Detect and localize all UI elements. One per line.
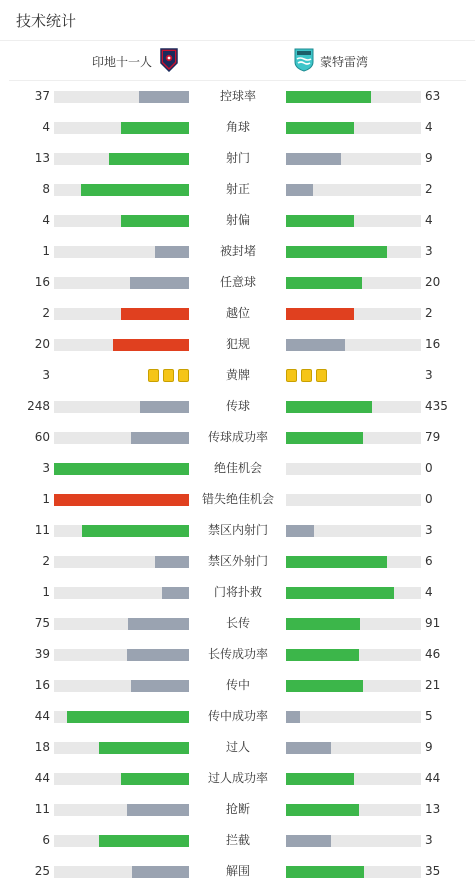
away-value: 9: [425, 740, 433, 754]
away-bar-track: [286, 618, 421, 630]
away-value: 4: [425, 585, 433, 599]
yellow-card-icon: [148, 369, 159, 382]
away-bar-track: [286, 835, 421, 847]
yellow-card-icon: [163, 369, 174, 382]
stat-label: 过人成功率: [207, 771, 268, 785]
home-bar: [127, 804, 189, 816]
away-bar: [286, 556, 387, 568]
away-bar-track: [286, 680, 421, 692]
home-team-name: 印地十一人: [91, 54, 152, 69]
home-bar-track: [54, 494, 189, 506]
away-team-name: 蒙特雷湾: [320, 54, 369, 69]
home-bar-track: [54, 711, 189, 723]
stat-row: [0, 112, 475, 143]
away-bar: [286, 711, 300, 723]
home-bar-track: [54, 308, 189, 320]
away-bar: [286, 525, 314, 537]
home-bar: [131, 680, 189, 692]
home-bar-track: [54, 525, 189, 537]
away-bar-track: [286, 587, 421, 599]
stat-row: [0, 484, 475, 515]
stat-row: [0, 732, 475, 763]
stat-label: 错失绝佳机会: [201, 492, 274, 506]
stat-row: [0, 515, 475, 546]
home-bar: [127, 649, 189, 661]
away-bar-track: [286, 184, 421, 196]
stat-label: 任意球: [219, 275, 256, 289]
away-bar: [286, 835, 331, 847]
home-value: 39: [34, 647, 50, 661]
home-bar-track: [54, 835, 189, 847]
stat-row: [0, 236, 475, 267]
away-value: 63: [425, 89, 441, 103]
stat-label: 禁区内射门: [207, 523, 268, 537]
away-bar: [286, 742, 331, 754]
away-bar-track: [286, 742, 421, 754]
home-value: 18: [34, 740, 50, 754]
home-value: 16: [34, 275, 50, 289]
stat-label: 传中: [225, 678, 250, 692]
stat-row: [0, 546, 475, 577]
stat-row: [0, 856, 475, 887]
home-bar: [109, 153, 189, 165]
away-value: 35: [425, 864, 441, 878]
home-bar: [82, 525, 189, 537]
stat-label: 绝佳机会: [213, 461, 262, 475]
home-bar-track: [54, 680, 189, 692]
away-value: 21: [425, 678, 441, 692]
home-value: 6: [42, 833, 50, 847]
home-bar-track: [54, 153, 189, 165]
away-bar-track: [286, 494, 421, 506]
home-bar: [155, 246, 189, 258]
stat-label: 解围: [225, 864, 250, 878]
home-team-crest-icon: [160, 48, 178, 75]
away-bar-track: [286, 866, 421, 878]
home-bar: [121, 308, 189, 320]
home-bar: [54, 494, 189, 506]
away-bar: [286, 432, 363, 444]
home-bar-track: [54, 432, 189, 444]
home-bar: [162, 587, 189, 599]
home-value: 37: [34, 89, 50, 103]
stat-label: 控球率: [219, 89, 256, 103]
home-bar: [99, 742, 189, 754]
stat-row: [0, 639, 475, 670]
away-bar: [286, 649, 359, 661]
stat-row: [0, 143, 475, 174]
away-bar-track: [286, 246, 421, 258]
home-bar: [81, 184, 189, 196]
stat-label: 传球: [225, 399, 250, 413]
away-value: 3: [425, 244, 433, 258]
stat-row: [0, 329, 475, 360]
home-value: 44: [34, 771, 50, 785]
home-value: 1: [42, 244, 50, 258]
away-team[interactable]: [294, 41, 368, 81]
yellow-card-icon: [178, 369, 189, 382]
away-value: 6: [425, 554, 433, 568]
home-value: 75: [34, 616, 50, 630]
stats-header: [0, 0, 475, 41]
home-value: 4: [42, 120, 50, 134]
home-bar: [54, 463, 189, 475]
away-bar: [286, 246, 387, 258]
away-bar-track: [286, 649, 421, 661]
away-value: 435: [425, 399, 448, 413]
home-bar-track: [54, 587, 189, 599]
away-value: 20: [425, 275, 441, 289]
yellow-card-icon: [301, 369, 312, 382]
stat-label: 拦截: [225, 833, 250, 847]
home-value: 13: [34, 151, 50, 165]
away-value: 5: [425, 709, 433, 723]
stat-row: [0, 298, 475, 329]
away-bar: [286, 680, 363, 692]
away-bar: [286, 277, 362, 289]
home-bar-track: [54, 742, 189, 754]
away-bar: [286, 215, 354, 227]
home-bar-track: [54, 277, 189, 289]
home-bar: [113, 339, 189, 351]
home-bar-track: [54, 618, 189, 630]
stat-row: [0, 174, 475, 205]
away-bar: [286, 91, 371, 103]
away-value: 2: [425, 182, 433, 196]
away-value: 4: [425, 120, 433, 134]
away-bar: [286, 401, 372, 413]
stat-label: 射门: [225, 151, 250, 165]
away-bar-track: [286, 773, 421, 785]
away-value: 13: [425, 802, 441, 816]
stat-row: [0, 794, 475, 825]
stat-row: [0, 608, 475, 639]
home-bar-track: [54, 184, 189, 196]
stat-row: [0, 422, 475, 453]
home-bar: [121, 122, 189, 134]
away-bar-track: [286, 711, 421, 723]
stat-row: [0, 81, 475, 112]
stat-label: 抢断: [225, 802, 250, 816]
away-bar-track: [286, 91, 421, 103]
away-bar: [286, 866, 364, 878]
away-value: 2: [425, 306, 433, 320]
home-bar: [67, 711, 189, 723]
home-value: 44: [34, 709, 50, 723]
away-yellow-cards: [286, 369, 327, 382]
home-bar: [139, 91, 189, 103]
home-bar: [121, 215, 189, 227]
home-value: 2: [42, 306, 50, 320]
home-bar-track: [54, 463, 189, 475]
home-bar-track: [54, 866, 189, 878]
away-bar-track: [286, 308, 421, 320]
home-bar: [128, 618, 189, 630]
away-bar-track: [286, 401, 421, 413]
away-bar: [286, 773, 354, 785]
home-bar: [131, 432, 189, 444]
away-bar-track: [286, 525, 421, 537]
stat-row: [0, 391, 475, 422]
home-bar: [121, 773, 189, 785]
away-bar: [286, 122, 354, 134]
away-value: 44: [425, 771, 441, 785]
stat-label: 传球成功率: [207, 430, 268, 444]
away-value: 91: [425, 616, 441, 630]
home-bar: [140, 401, 189, 413]
away-bar-track: [286, 804, 421, 816]
stat-label: 禁区外射门: [207, 554, 268, 568]
stat-label: 黄牌: [225, 368, 250, 382]
away-bar: [286, 153, 341, 165]
home-value: 3: [42, 368, 50, 382]
stat-label: 射正: [225, 182, 250, 196]
stat-label: 门将扑救: [213, 585, 262, 599]
away-value: 16: [425, 337, 441, 351]
stat-row: [0, 205, 475, 236]
away-bar-track: [286, 339, 421, 351]
stat-row: [0, 577, 475, 608]
home-bar-track: [54, 556, 189, 568]
home-bar-track: [54, 649, 189, 661]
home-value: 248: [27, 399, 50, 413]
away-value: 3: [425, 523, 433, 537]
away-bar-track: [286, 122, 421, 134]
stat-row: [0, 763, 475, 794]
home-bar-track: [54, 339, 189, 351]
yellow-card-icon: [316, 369, 327, 382]
page-title: 技术统计: [16, 11, 77, 30]
stat-row: [0, 825, 475, 856]
home-value: 11: [34, 523, 50, 537]
home-bar: [99, 835, 189, 847]
away-value: 0: [425, 492, 433, 506]
stat-label: 角球: [225, 120, 250, 134]
away-bar: [286, 587, 394, 599]
stat-row: [0, 701, 475, 732]
stat-label: 长传成功率: [207, 647, 268, 661]
away-bar-track: [286, 215, 421, 227]
stat-label: 射偏: [225, 213, 250, 227]
home-bar: [130, 277, 189, 289]
stat-row: [0, 360, 475, 391]
away-value: 0: [425, 461, 433, 475]
away-bar-track: [286, 277, 421, 289]
stat-row: [0, 670, 475, 701]
home-value: 3: [42, 461, 50, 475]
home-bar-track: [54, 215, 189, 227]
stat-label: 长传: [225, 616, 250, 630]
away-bar-track: [286, 463, 421, 475]
yellow-card-icon: [286, 369, 297, 382]
home-team[interactable]: [92, 41, 178, 81]
away-team-crest-icon: [294, 48, 314, 75]
away-value: 4: [425, 213, 433, 227]
teams-row: [9, 41, 466, 81]
home-bar: [132, 866, 189, 878]
home-value: 60: [34, 430, 50, 444]
stat-label: 犯规: [225, 337, 250, 351]
home-value: 20: [34, 337, 50, 351]
away-value: 3: [425, 368, 433, 382]
home-bar-track: [54, 122, 189, 134]
stat-label: 越位: [225, 306, 250, 320]
away-bar: [286, 339, 345, 351]
home-bar-track: [54, 91, 189, 103]
away-value: 3: [425, 833, 433, 847]
home-bar-track: [54, 773, 189, 785]
stat-row: [0, 267, 475, 298]
home-bar-track: [54, 804, 189, 816]
home-bar-track: [54, 246, 189, 258]
away-bar-track: [286, 556, 421, 568]
home-value: 4: [42, 213, 50, 227]
stat-label: 传中成功率: [207, 709, 268, 723]
away-bar: [286, 184, 313, 196]
home-value: 11: [34, 802, 50, 816]
home-value: 8: [42, 182, 50, 196]
home-value: 16: [34, 678, 50, 692]
home-bar: [155, 556, 189, 568]
home-bar-track: [54, 401, 189, 413]
home-value: 25: [34, 864, 50, 878]
stat-label: 被封堵: [219, 244, 256, 258]
away-bar: [286, 804, 359, 816]
away-bar-track: [286, 432, 421, 444]
away-value: 9: [425, 151, 433, 165]
home-value: 2: [42, 554, 50, 568]
away-bar-track: [286, 153, 421, 165]
stat-row: [0, 453, 475, 484]
home-value: 1: [42, 492, 50, 506]
away-value: 46: [425, 647, 441, 661]
away-bar: [286, 308, 354, 320]
stat-label: 过人: [225, 740, 250, 754]
home-yellow-cards: [148, 369, 189, 382]
away-value: 79: [425, 430, 441, 444]
away-bar: [286, 618, 360, 630]
home-value: 1: [42, 585, 50, 599]
